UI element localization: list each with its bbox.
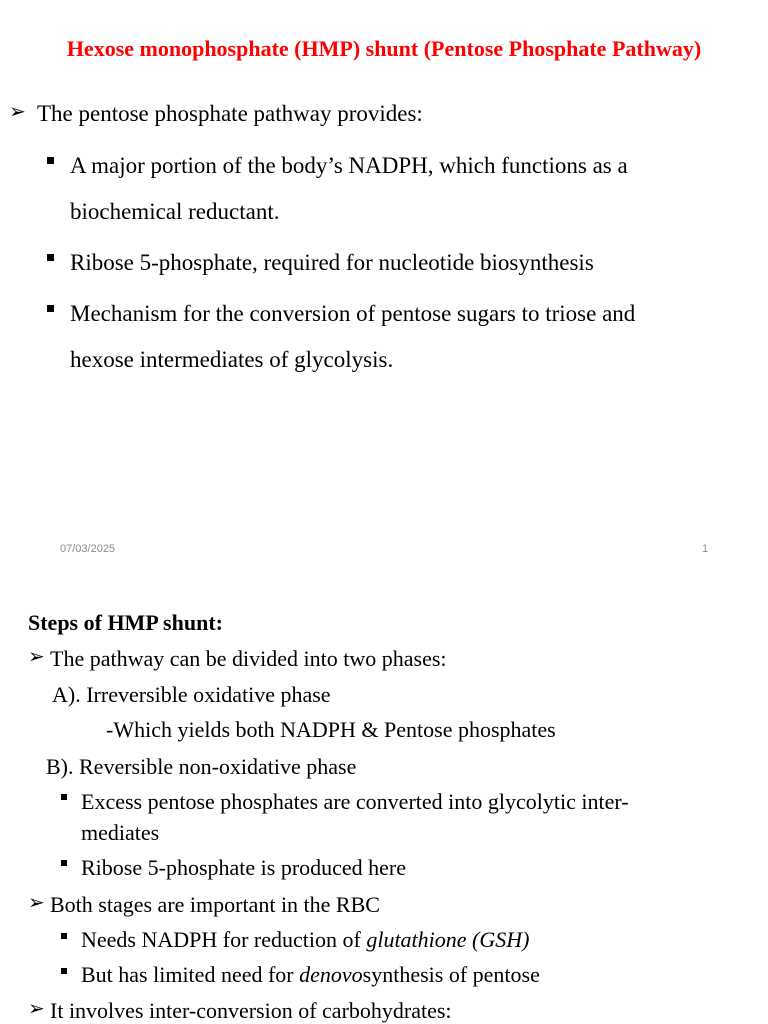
phase-b-text: B). Reversible non-oxidative phase: [46, 754, 357, 779]
bullet-1-line-1: A major portion of the body’s NADPH, which functions as a: [70, 153, 628, 178]
arrow-bullet-icon: ➢: [9, 99, 26, 123]
phase-b-item-1-line-1: Excess pentose phosphates are converted into glycolytic inter-: [81, 789, 629, 814]
bullet-3-line-2: hexose intermediates of glycolysis.: [70, 347, 394, 372]
footer-date: 07/03/2025: [60, 543, 116, 555]
square-bullet-icon: [47, 254, 54, 261]
square-bullet-icon: [61, 860, 67, 866]
square-bullet-icon: [61, 933, 67, 939]
phase-b-item-2: Ribose 5-phosphate is produced here: [81, 855, 407, 880]
arrow-bullet-icon: ➢: [28, 996, 45, 1020]
phase-a-text: A). Irreversible oxidative phase: [52, 682, 331, 707]
slide-2: [0, 576, 768, 1024]
arrow-bullet-icon: ➢: [28, 890, 45, 914]
rbc-item-2-text-end: synthesis of pentose: [362, 962, 540, 987]
slide-title: Hexose monophosphate (HMP) shunt (Pentose Phosphate Pathway): [66, 36, 702, 61]
square-bullet-icon: [47, 305, 54, 312]
bullet-3-line-1: Mechanism for the conversion of pentose sugars to triose and: [70, 301, 636, 326]
square-bullet-icon: [61, 794, 67, 800]
phase-b-item-1-line-2: mediates: [81, 820, 160, 845]
rbc-item-1-text: Needs NADPH for reduction of: [81, 927, 367, 952]
phase-a-detail: -Which yields both NADPH & Pentose phosphates: [106, 717, 556, 742]
point-2-text: Both stages are important in the RBC: [50, 892, 380, 917]
section-heading: Steps of HMP shunt:: [28, 610, 223, 635]
square-bullet-icon: [47, 157, 54, 164]
point-1-text: The pathway can be divided into two phases:: [50, 646, 447, 671]
rbc-item-2-italic: denovo: [299, 962, 363, 987]
rbc-item-1-italic: glutathione (GSH): [366, 927, 530, 952]
arrow-bullet-icon: ➢: [28, 644, 45, 668]
rbc-item-1: [81, 929, 529, 951]
point-3-text: It involves inter-conversion of carbohydrates:: [50, 998, 452, 1023]
intro-text: The pentose phosphate pathway provides:: [37, 101, 423, 126]
rbc-item-2: [81, 964, 540, 986]
rbc-item-2-text: But has limited need for: [81, 962, 300, 987]
square-bullet-icon: [61, 968, 67, 974]
bullet-1-line-2: biochemical reductant.: [70, 199, 280, 224]
page-number: 1: [702, 543, 709, 555]
bullet-2-line-1: Ribose 5-phosphate, required for nucleotide biosynthesis: [70, 250, 594, 275]
